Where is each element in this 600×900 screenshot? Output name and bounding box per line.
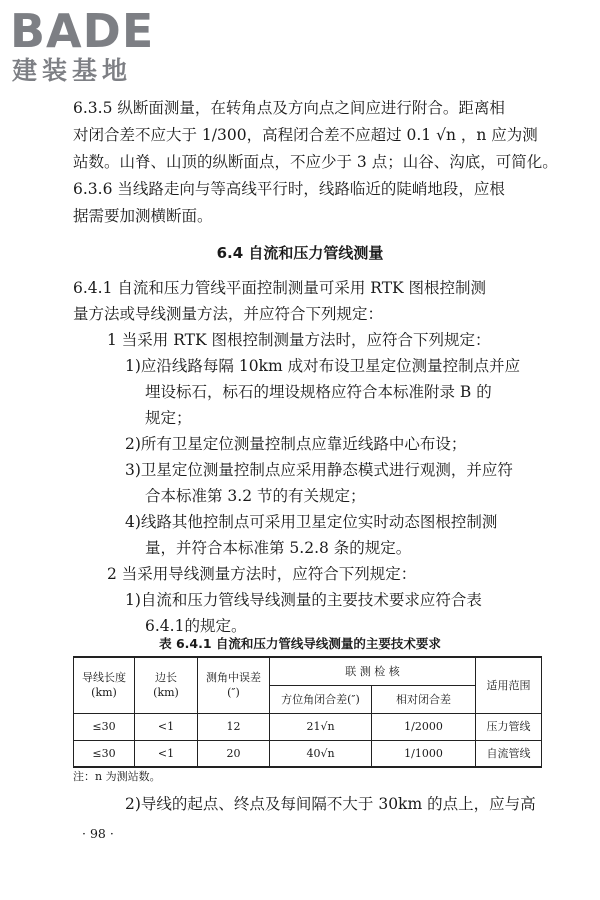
- logo-brand-text: BADE: [10, 4, 155, 58]
- item-1-line: 1 当采用 RTK 图根控制测量方法时，应符合下列规定：: [107, 331, 491, 349]
- clause-6-3-6-line1: 6.3.6 当线路走向与等高线平行时，线路临近的陡峭地段，应根: [73, 180, 505, 198]
- technical-requirements-table: [73, 656, 542, 768]
- table-caption: 表 6.4.1 自流和压力管线导线测量的主要技术要求: [159, 636, 441, 651]
- subitem-4-line1: 4)线路其他控制点可采用卫星定位实时动态图根控制测: [125, 513, 498, 531]
- subitem-2-line: 2)所有卫星定位测量控制点应靠近线路中心布设；: [125, 435, 467, 453]
- table-row: [74, 740, 542, 767]
- item-2-line: 2 当采用导线测量方法时，应符合下列规定：: [107, 565, 417, 583]
- cell-side: <1: [135, 713, 198, 740]
- brand-logo: [10, 6, 175, 86]
- clause-6-3-5-line2: 对闭合差不应大于 1/300，高程闭合差不应超过 0.1 √n ，n 应为测: [73, 126, 538, 144]
- cell-angle: 12: [198, 713, 270, 740]
- table-note: 注：n 为测站数。: [73, 770, 161, 783]
- item-2-subitem-2-line1: 2)导线的起点、终点及每间隔不大于 30km 的点上，应与高: [125, 795, 536, 813]
- page-number: · 98 ·: [82, 826, 114, 841]
- clause-6-3-5-line3: 站数。山脊、山顶的纵断面点，不应少于 3 点；山谷、沟底，可简化。: [73, 153, 558, 171]
- header-angle: 测角中误差 (″): [198, 657, 270, 713]
- cell-scope: 自流管线: [476, 740, 542, 767]
- logo-subtitle: 建装基地: [12, 56, 133, 85]
- header-length: 导线长度 (km): [74, 657, 135, 713]
- clause-6-3-5-line1: 6.3.5 纵断面测量，在转角点及方向点之间应进行附合。距离相: [73, 99, 505, 117]
- section-heading-6-4: 6.4 自流和压力管线测量: [216, 244, 384, 262]
- cell-azimuth: 21√n: [270, 713, 372, 740]
- header-scope: 适用范围: [476, 657, 542, 713]
- cell-angle: 20: [198, 740, 270, 767]
- header-relative: 相对闭合差: [372, 685, 476, 713]
- header-azimuth: 方位角闭合差(″): [270, 685, 372, 713]
- subitem-1-line3: 规定；: [145, 409, 192, 427]
- subitem-4-line2: 量，并符合本标准第 5.2.8 条的规定。: [145, 539, 412, 557]
- subitem-1-line1: 1)应沿线路每隔 10km 成对布设卫星定位测量控制点并应: [125, 357, 521, 375]
- subitem-3-line2: 合本标准第 3.2 节的有关规定；: [145, 487, 366, 505]
- cell-relative: 1/1000: [372, 740, 476, 767]
- table-row: [74, 713, 542, 740]
- item-2-subitem-1-line1: 1)自流和压力管线导线测量的主要技术要求应符合表: [125, 591, 482, 609]
- clause-6-3-6-line2: 据需要加测横断面。: [73, 207, 213, 225]
- item-2-subitem-1-line2: 6.4.1的规定。: [145, 617, 247, 635]
- cell-length: ≤30: [74, 740, 135, 767]
- cell-azimuth: 40√n: [270, 740, 372, 767]
- cell-length: ≤30: [74, 713, 135, 740]
- cell-side: <1: [135, 740, 198, 767]
- clause-6-4-1-line1: 6.4.1 自流和压力管线平面控制测量可采用 RTK 图根控制测: [73, 279, 487, 297]
- cell-scope: 压力管线: [476, 713, 542, 740]
- header-group: 联 测 检 核: [270, 657, 476, 685]
- cell-relative: 1/2000: [372, 713, 476, 740]
- header-side: 边长 (km): [135, 657, 198, 713]
- subitem-3-line1: 3)卫星定位测量控制点应采用静态模式进行观测，并应符: [125, 461, 513, 479]
- clause-6-4-1-line2: 量方法或导线测量方法，并应符合下列规定：: [73, 305, 384, 323]
- subitem-1-line2: 埋设标石，标石的埋设规格应符合本标准附录 B 的: [145, 383, 492, 401]
